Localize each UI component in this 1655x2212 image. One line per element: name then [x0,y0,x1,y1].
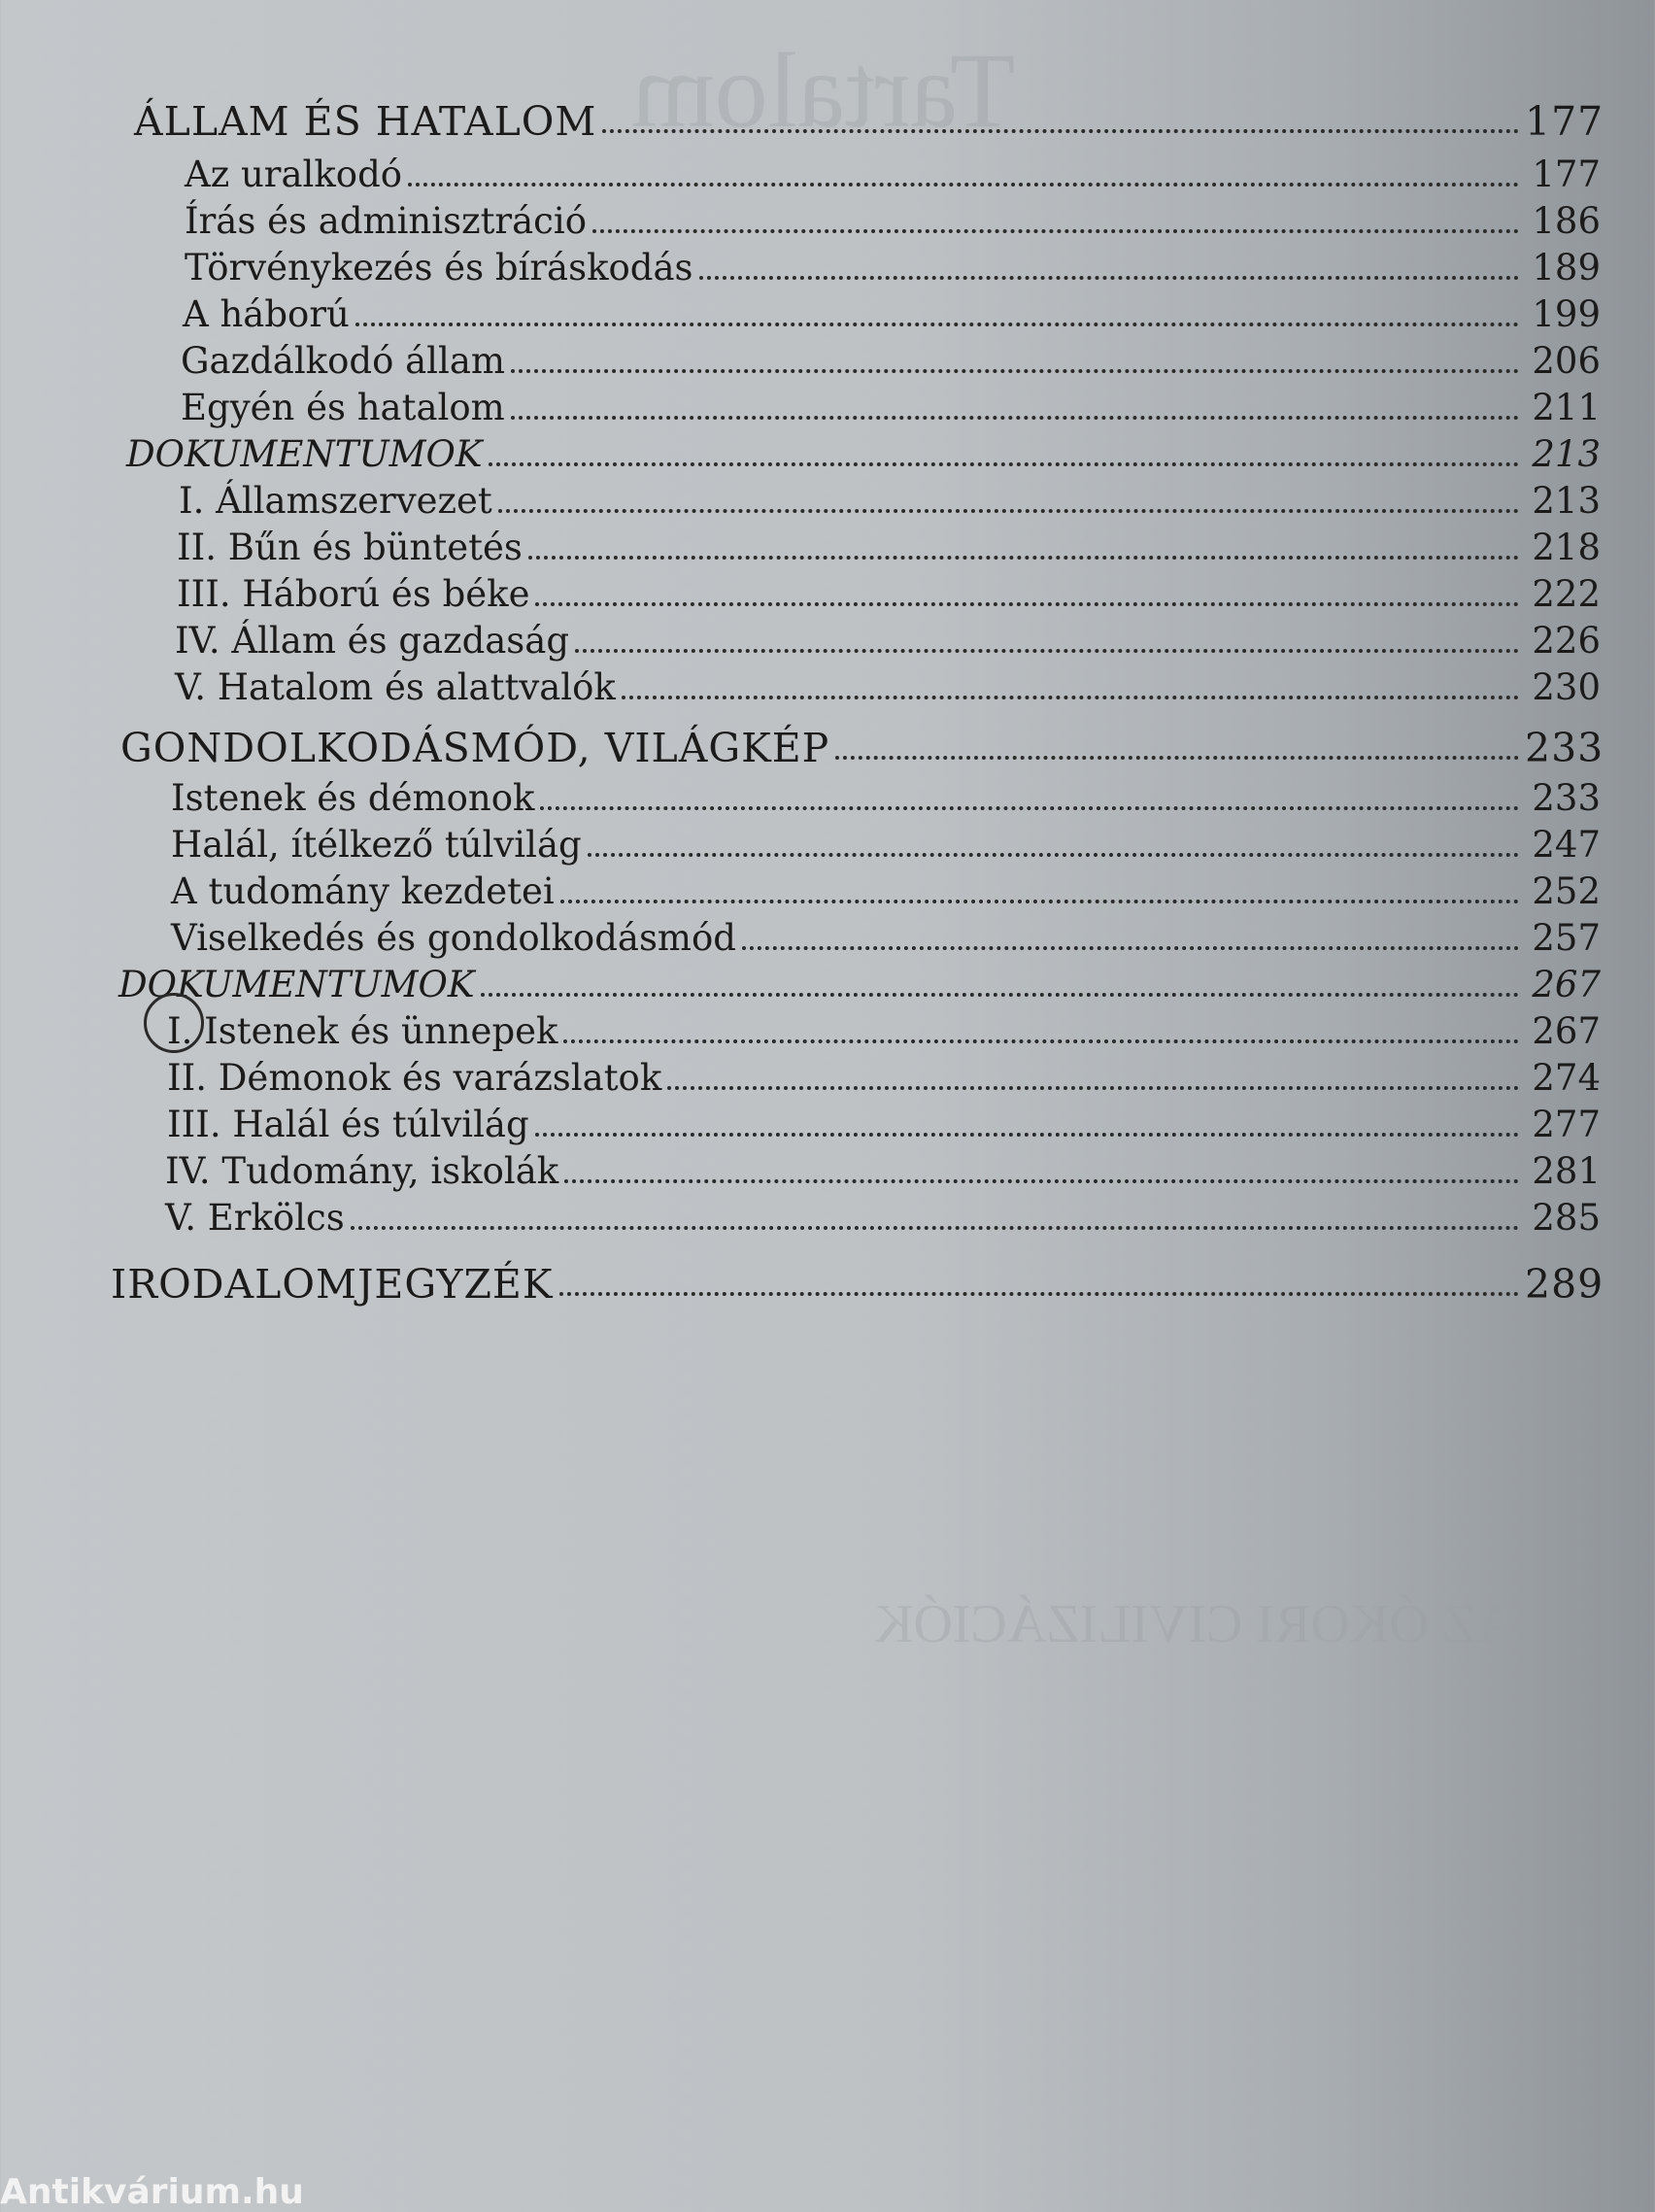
toc-chapter-gondolkodasmod-vilagkep[interactable]: GONDOLKODÁSMÓD, VILÁGKÉP 233 [120,725,1604,771]
toc-entry[interactable]: III. Háború és béke 222 [177,573,1601,615]
toc-entry[interactable]: I. Istenek és ünnepek 267 [167,1010,1601,1052]
toc-entry[interactable]: A tudomány kezdetei 252 [171,870,1601,912]
toc-entry[interactable]: IV. Tudomány, iskolák 281 [165,1150,1601,1192]
toc-entry[interactable]: II. Démonok és varázslatok 274 [167,1057,1601,1099]
toc-entry[interactable]: IV. Állam és gazdaság 226 [175,620,1601,662]
toc-chapter-irodalomjegyzek[interactable]: IRODALOMJEGYZÉK 289 [111,1261,1604,1308]
toc-entry[interactable]: Az uralkodó 177 [185,153,1601,195]
toc-entry[interactable]: Viselkedés és gondolkodásmód 257 [171,917,1601,959]
toc-entry[interactable]: Törvénykezés és bíráskodás 189 [185,247,1601,289]
pencil-circle-mark [144,993,204,1053]
toc-entry[interactable]: A háború 199 [183,293,1601,335]
toc-entry[interactable]: Halál, ítélkező túlvilág 247 [171,824,1601,866]
toc-entry[interactable]: V. Erkölcs 285 [165,1197,1601,1239]
toc-entry[interactable]: Írás és adminisztráció 186 [185,200,1601,242]
toc-entry[interactable]: III. Halál és túlvilág 277 [167,1104,1601,1145]
toc-entry[interactable]: II. Bűn és büntetés 218 [177,527,1601,568]
show-through-heading: AZ ÓKORI CIVILIZÁCIÓK [874,1594,1515,1654]
toc-entry[interactable]: Gazdálkodó állam 206 [181,340,1601,382]
toc-documents-heading[interactable]: DOKUMENTUMOK 267 [118,964,1601,1005]
toc-entry[interactable]: Egyén és hatalom 211 [181,387,1601,428]
toc-entry[interactable]: I. Államszervezet 213 [179,480,1601,522]
toc-entry[interactable]: Istenek és démonok 233 [171,777,1601,819]
toc-chapter-allam-es-hatalom[interactable]: ÁLLAM ÉS HATALOM 177 [134,98,1604,145]
watermark: Antikvárium.hu [0,2172,304,2212]
toc-documents-heading[interactable]: DOKUMENTUMOK 213 [126,433,1601,475]
show-through-title: Tartalom [631,31,1016,150]
toc-entry[interactable]: V. Hatalom és alattvalók 230 [175,666,1601,708]
